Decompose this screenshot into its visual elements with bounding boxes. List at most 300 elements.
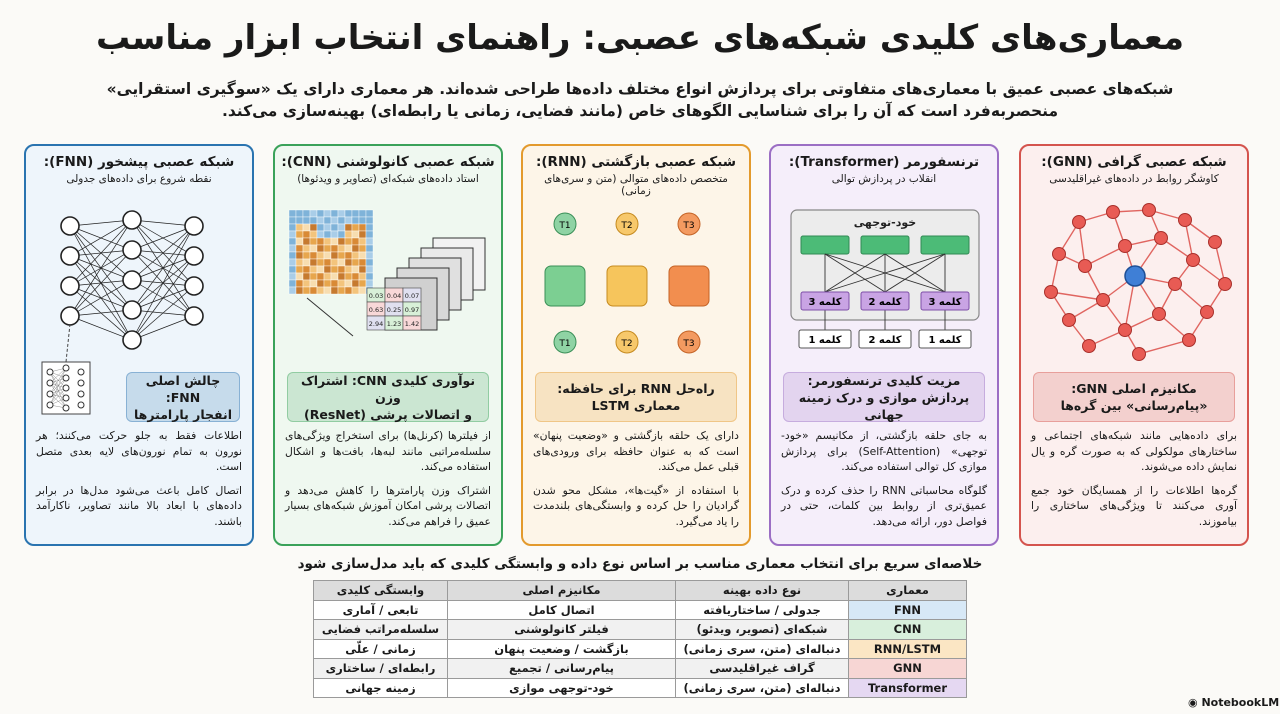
logo-text: NotebookLM [1201,696,1280,709]
pixel [289,245,296,252]
pixel [324,224,331,231]
pixel [289,238,296,245]
pixel [359,217,366,224]
pixel [352,259,359,266]
pixel [296,231,303,238]
column-header: نوع داده بهینه [676,581,849,601]
pixel [289,217,296,224]
pixel [331,231,338,238]
pixel [324,280,331,287]
pixel [296,245,303,252]
pixel [324,273,331,280]
neuron-node [185,217,203,235]
graph-node [1169,278,1182,291]
pixel [296,217,303,224]
graph-node [1053,248,1066,261]
pixel [352,231,359,238]
pixel [296,280,303,287]
graph-network-illustration [1029,202,1241,362]
filter-value: 0.03 [368,292,384,300]
graph-node [1153,308,1166,321]
pixel [303,259,310,266]
pixel [338,266,345,273]
pixel [303,287,310,294]
neuron-node [123,331,141,349]
body-paragraph: از فیلترها (کرنل‌ها) برای استخراج ویژگی‌های سلسله‌مراتبی مانند لبه‌ها، بافت‌ها و اشکال استفاده می‌کند. [285,429,491,473]
filter-value: 0.63 [368,306,384,314]
filter-value: 0.25 [386,306,402,314]
pixel [338,280,345,287]
column-header: وابستگی کلیدی [314,581,448,601]
time-step-label: T3 [683,339,695,349]
pixel [345,287,352,294]
arch-cell: CNN [849,620,967,640]
body-paragraph: گره‌ها اطلاعات را از همسایگان خود جمع آوری می‌کنند تا ویژگی‌های ساختاری را بیاموزند. [1031,483,1237,528]
pixel [289,252,296,259]
pixel [331,238,338,245]
pixel [338,273,345,280]
pixel [317,287,324,294]
filter-value: 0.97 [404,306,420,314]
pixel [296,273,303,280]
brand-logo [1188,696,1279,709]
pixel [345,280,352,287]
table-cell: سلسله‌مراتب فضایی [314,620,448,640]
pixel [310,287,317,294]
pixel [352,238,359,245]
graph-node [1119,240,1132,253]
mini-node [63,405,69,411]
mini-node [78,391,84,397]
pixel [317,266,324,273]
time-step-label: T2 [621,339,633,349]
pixel [317,245,324,252]
mini-node [63,385,69,391]
connection-line [70,316,132,340]
arch-cell: FNN [849,600,967,620]
pixel [352,266,359,273]
pixel [359,210,366,217]
pixel [345,224,352,231]
pixel [366,217,373,224]
pixel [317,217,324,224]
fnn-card [24,144,254,546]
card-subtitle: کاوشگر روابط در داده‌های غیراقلیدسی [1049,173,1219,185]
neuron-node [61,307,79,325]
summary-title: خلاصه‌ای سریع برای انتخاب معماری مناسب بر اساس نوع داده و وابستگی کلیدی که باید مدل‌سازی شود [297,556,983,572]
graph-node [1079,260,1092,273]
filter-value: 0.04 [386,292,402,300]
intro-line: شبکه‌های عصبی عمیق با معماری‌های متفاوتی برای پردازش انواع مختلف داده‌ها طراحی شده‌اند. هر معماری دارای یک «سوگیری استقرایی» [106,80,1174,98]
pixel [324,245,331,252]
body-paragraph: اطلاعات فقط به جلو حرکت می‌کنند؛ هر نورون به تمام نورون‌های لایه بعدی متصل است. [36,429,242,473]
mini-node [78,380,84,386]
pixel [338,245,345,252]
graph-node [1183,334,1196,347]
neuron-node [61,217,79,235]
body-paragraph: برای داده‌هایی مانند شبکه‌های اجتماعی و ساختارهای مولکولی که به صورت گره و یال نمایش داده می‌شوند. [1031,429,1237,473]
pixel [303,245,310,252]
neuron-node [185,247,203,265]
column-header: مکانیزم اصلی [448,581,676,601]
mini-node [47,369,53,375]
pixel [296,252,303,259]
pixel [359,231,366,238]
pixel [331,217,338,224]
pixel [345,231,352,238]
pixel [331,252,338,259]
pixel [310,266,317,273]
time-step-label: T2 [621,221,633,231]
pixel [345,217,352,224]
pixel [338,210,345,217]
body-paragraph: دارای یک حلقه بازگشتی و «وضعیت پنهان» است که به عنوان حافظه برای ورودی‌های قبلی عمل می‌کند. [533,429,739,473]
pixel [331,287,338,294]
table-cell: زمانی / علّی [314,639,448,659]
graph-node [1073,216,1086,229]
pixel [338,259,345,266]
mini-node [47,391,53,397]
word-token: کلمه 1 [808,335,842,346]
pixel [338,252,345,259]
pixel [352,280,359,287]
graph-node [1045,286,1058,299]
table-row [314,639,967,659]
pixel [310,273,317,280]
pixel [366,238,373,245]
self-attention-illustration [779,202,991,362]
card-body [781,428,987,537]
pixel [324,287,331,294]
card-highlight [535,372,737,422]
graph-node [1201,306,1214,319]
pixel [331,266,338,273]
card-body [285,428,491,537]
body-paragraph: اشتراک وزن پارامترها را کاهش می‌دهد و اتصالات پرشی امکان آموزش شبکه‌های بسیار عمیق را فراهم می‌کند. [285,483,491,528]
table-cell: شبکه‌ای (تصویر، ویدئو) [676,620,849,640]
word-token: کلمه 3 [808,297,842,308]
pixel [289,266,296,273]
pixel [289,287,296,294]
pixel [296,266,303,273]
highlight-line: مزیت کلیدی ترنسفورمر: [807,372,961,388]
pixel [310,217,317,224]
neuron-node [123,271,141,289]
graph-node [1063,314,1076,327]
highlight-line: و اتصالات پرشی (ResNet) [304,406,472,422]
pixel [317,210,324,217]
table-row [314,600,967,620]
pixel [296,224,303,231]
mini-node [63,395,69,401]
table-cell: خود-توجهی موازی [448,678,676,698]
word-token: کلمه 3 [928,297,962,308]
pixel [366,266,373,273]
pixel [345,245,352,252]
card-body [36,428,242,537]
time-step-label: T1 [559,339,571,349]
pixel [352,217,359,224]
transformer-card [769,144,999,546]
pixel [324,266,331,273]
card-title: شبکه عصبی کانولوشنی (CNN): [281,154,495,170]
pixel [331,224,338,231]
card-body [533,428,739,537]
word-token: کلمه 2 [868,297,902,308]
pixel [324,252,331,259]
table-cell: تابعی / آماری [314,600,448,620]
mini-node [63,365,69,371]
filter-value: 2.94 [368,320,384,328]
pixel [331,245,338,252]
pixel [359,266,366,273]
pixel [345,252,352,259]
arch-cell: Transformer [849,678,967,698]
pixel [303,210,310,217]
table-header-row [314,581,967,601]
highlight-line: چالش اصلی FNN: [145,372,221,405]
card-subtitle: استاد داده‌های شبکه‌ای (تصاویر و ویدئوها) [297,173,479,185]
neuron-node [185,277,203,295]
pixel [296,238,303,245]
pixel [352,273,359,280]
highlight-line: معماری LSTM [591,398,681,413]
pixel [352,287,359,294]
highlight-line: «پیام‌رسانی» بین گره‌ها [1060,398,1208,413]
pixel [352,224,359,231]
table-row [314,659,967,679]
pixel [345,259,352,266]
pixel [366,245,373,252]
cnn-card [273,144,503,546]
graph-node [1107,206,1120,219]
table-row [314,678,967,698]
graph-node [1155,232,1168,245]
pixel [303,217,310,224]
pixel [338,224,345,231]
pixel [331,210,338,217]
pixel [296,259,303,266]
filter-value: 0.07 [404,292,420,300]
pixel [289,224,296,231]
time-step-label: T3 [683,221,695,231]
pixel [310,245,317,252]
column-header: معماری [849,581,967,601]
graph-node [1097,294,1110,307]
highlight-line: نوآوری کلیدی CNN: اشتراک وزن [300,372,476,405]
graph-edge [1051,292,1103,300]
pixel [331,280,338,287]
pixel [317,273,324,280]
cat-feature-maps-illustration [283,202,495,362]
rnn-card [521,144,751,546]
page-title: معماری‌های کلیدی شبکه‌های عصبی: راهنمای انتخاب ابزار مناسب [95,18,1185,58]
pixel [303,280,310,287]
card-highlight [1033,372,1235,422]
card-title: ترنسفورمر (Transformer): [788,154,980,170]
gnn-card [1019,144,1249,546]
graph-node [1133,348,1146,361]
pixel [366,273,373,280]
mini-node [47,380,53,386]
pixel [338,231,345,238]
pixel [310,280,317,287]
table-cell: اتصال کامل [448,600,676,620]
logo-icon: ◉ [1188,696,1198,709]
pixel [324,259,331,266]
card-title: شبکه عصبی گرافی (GNN): [1041,154,1227,170]
pixel [317,259,324,266]
card-subtitle: متخصص داده‌های متوالی (متن و سری‌های زمانی) [544,173,728,197]
pixel [303,273,310,280]
table-cell: فیلتر کانولوشنی [448,620,676,640]
table-row [314,620,967,640]
pixel [366,252,373,259]
graph-node [1083,340,1096,353]
graph-node [1119,324,1132,337]
pixel [366,259,373,266]
table-cell: زمینه جهانی [314,678,448,698]
pixel [310,224,317,231]
table-cell: گراف غیراقلیدسی [676,659,849,679]
graph-node [1187,254,1200,267]
card-highlight [287,372,489,422]
pixel [352,245,359,252]
pixel [310,259,317,266]
neuron-node [61,247,79,265]
card-title: شبکه عصبی پیشخور (FNN): [43,154,235,170]
arch-cell: RNN/LSTM [849,639,967,659]
graph-node [1143,204,1156,217]
card-subtitle: انقلاب در پردازش توالی [831,173,937,185]
mini-node [63,375,69,381]
zoom-line [66,324,70,362]
card-title: شبکه عصبی بازگشتی (RNN): [535,154,737,170]
mini-node [47,402,53,408]
card-highlight [783,372,985,422]
pixel [359,245,366,252]
pixel [345,266,352,273]
pixel [352,252,359,259]
pixel [324,238,331,245]
filter-value: 1.42 [404,320,420,328]
attention-label: خود-توجهی [853,216,917,229]
graph-edge [1139,340,1189,354]
table-cell: دنباله‌ای (متن، سری زمانی) [676,639,849,659]
pixel [317,224,324,231]
pixel [317,252,324,259]
body-paragraph: با استفاده از «گیت‌ها»، مشکل محو شدن گرادیان را حل کرده و وابستگی‌های بلندمدت را یاد می‌گیرد. [533,483,739,528]
pixel [317,238,324,245]
table-cell: بازگشت / وضعیت پنهان [448,639,676,659]
pixel [359,287,366,294]
pixel [366,210,373,217]
connection-line [132,316,194,340]
neuron-node [61,277,79,295]
pixel [317,231,324,238]
pixel [303,231,310,238]
pixel [289,273,296,280]
pixel [359,259,366,266]
graph-node [1179,214,1192,227]
pixel [359,273,366,280]
pixel [359,238,366,245]
body-paragraph: به جای حلقه بازگشتی، از مکانیسم «خود-توجهی» (Self-Attention) برای پردازش موازی کل توالی استفاده می‌کند. [781,429,988,473]
table-cell: رابطه‌ای / ساختاری [314,659,448,679]
pixel [310,238,317,245]
summary-table [313,580,967,698]
pixel [303,238,310,245]
pixel [345,273,352,280]
pixel [331,273,338,280]
card-subtitle: نقطه شروع برای داده‌های جدولی [66,173,212,185]
mini-node [78,402,84,408]
pixel [303,252,310,259]
pixel [359,224,366,231]
pixel [359,280,366,287]
highlight-line: پردازش موازی و درک زمینه جهانی [798,389,970,422]
neuron-node [123,301,141,319]
time-step-label: T1 [559,221,571,231]
recurrent-sequence-illustration [531,202,743,362]
pixel [338,217,345,224]
intro-line: منحصربه‌فرد است که آن را برای شناسایی الگوهای خاص (مانند فضایی، زمانی یا رابطه‌ای) بهینه‌سازی می‌کند. [221,102,1059,120]
highlight-line: راه‌حل RNN برای حافظه: [557,381,715,396]
card-highlight [126,372,240,422]
pixel [317,280,324,287]
pixel [310,210,317,217]
body-paragraph: اتصال کامل باعث می‌شود مدل‌ها در برابر داده‌های با ابعاد بالا مانند تصاویر، ناکارآمد باشند. [36,483,242,528]
pixel [338,287,345,294]
pixel [303,224,310,231]
body-paragraph: گلوگاه محاسباتی RNN را حذف کرده و درک عمیق‌تری از روابط بین کلمات، حتی در فواصل دور، ارائه می‌دهد. [781,483,987,528]
pixel [289,259,296,266]
pixel [324,231,331,238]
neuron-node [123,211,141,229]
center-node [1125,266,1145,286]
pixel [366,231,373,238]
table-cell: پیام‌رسانی / تجمیع [448,659,676,679]
pixel [296,287,303,294]
table-cell: دنباله‌ای (متن، سری زمانی) [676,678,849,698]
cat-pixel-image [289,210,373,294]
pixel [289,280,296,287]
pixel [324,210,331,217]
connection-line [132,226,194,310]
table-cell: جدولی / ساختاریافته [676,600,849,620]
card-body [1031,428,1237,537]
arch-cell: GNN [849,659,967,679]
pixel [289,210,296,217]
filter-value: 1.23 [386,320,402,328]
pixel [366,280,373,287]
highlight-line: مکانیزم اصلی GNN: [1071,381,1197,396]
pixel [303,266,310,273]
neuron-node [185,307,203,325]
neuron-node [123,241,141,259]
pixel [324,217,331,224]
graph-node [1219,278,1232,291]
pixel [359,252,366,259]
intro-text [90,78,1190,122]
pixel [331,259,338,266]
mini-node [78,369,84,375]
pixel [345,238,352,245]
word-token: کلمه 2 [868,335,902,346]
word-token: کلمه 1 [928,335,962,346]
pixel [338,238,345,245]
pixel [296,210,303,217]
